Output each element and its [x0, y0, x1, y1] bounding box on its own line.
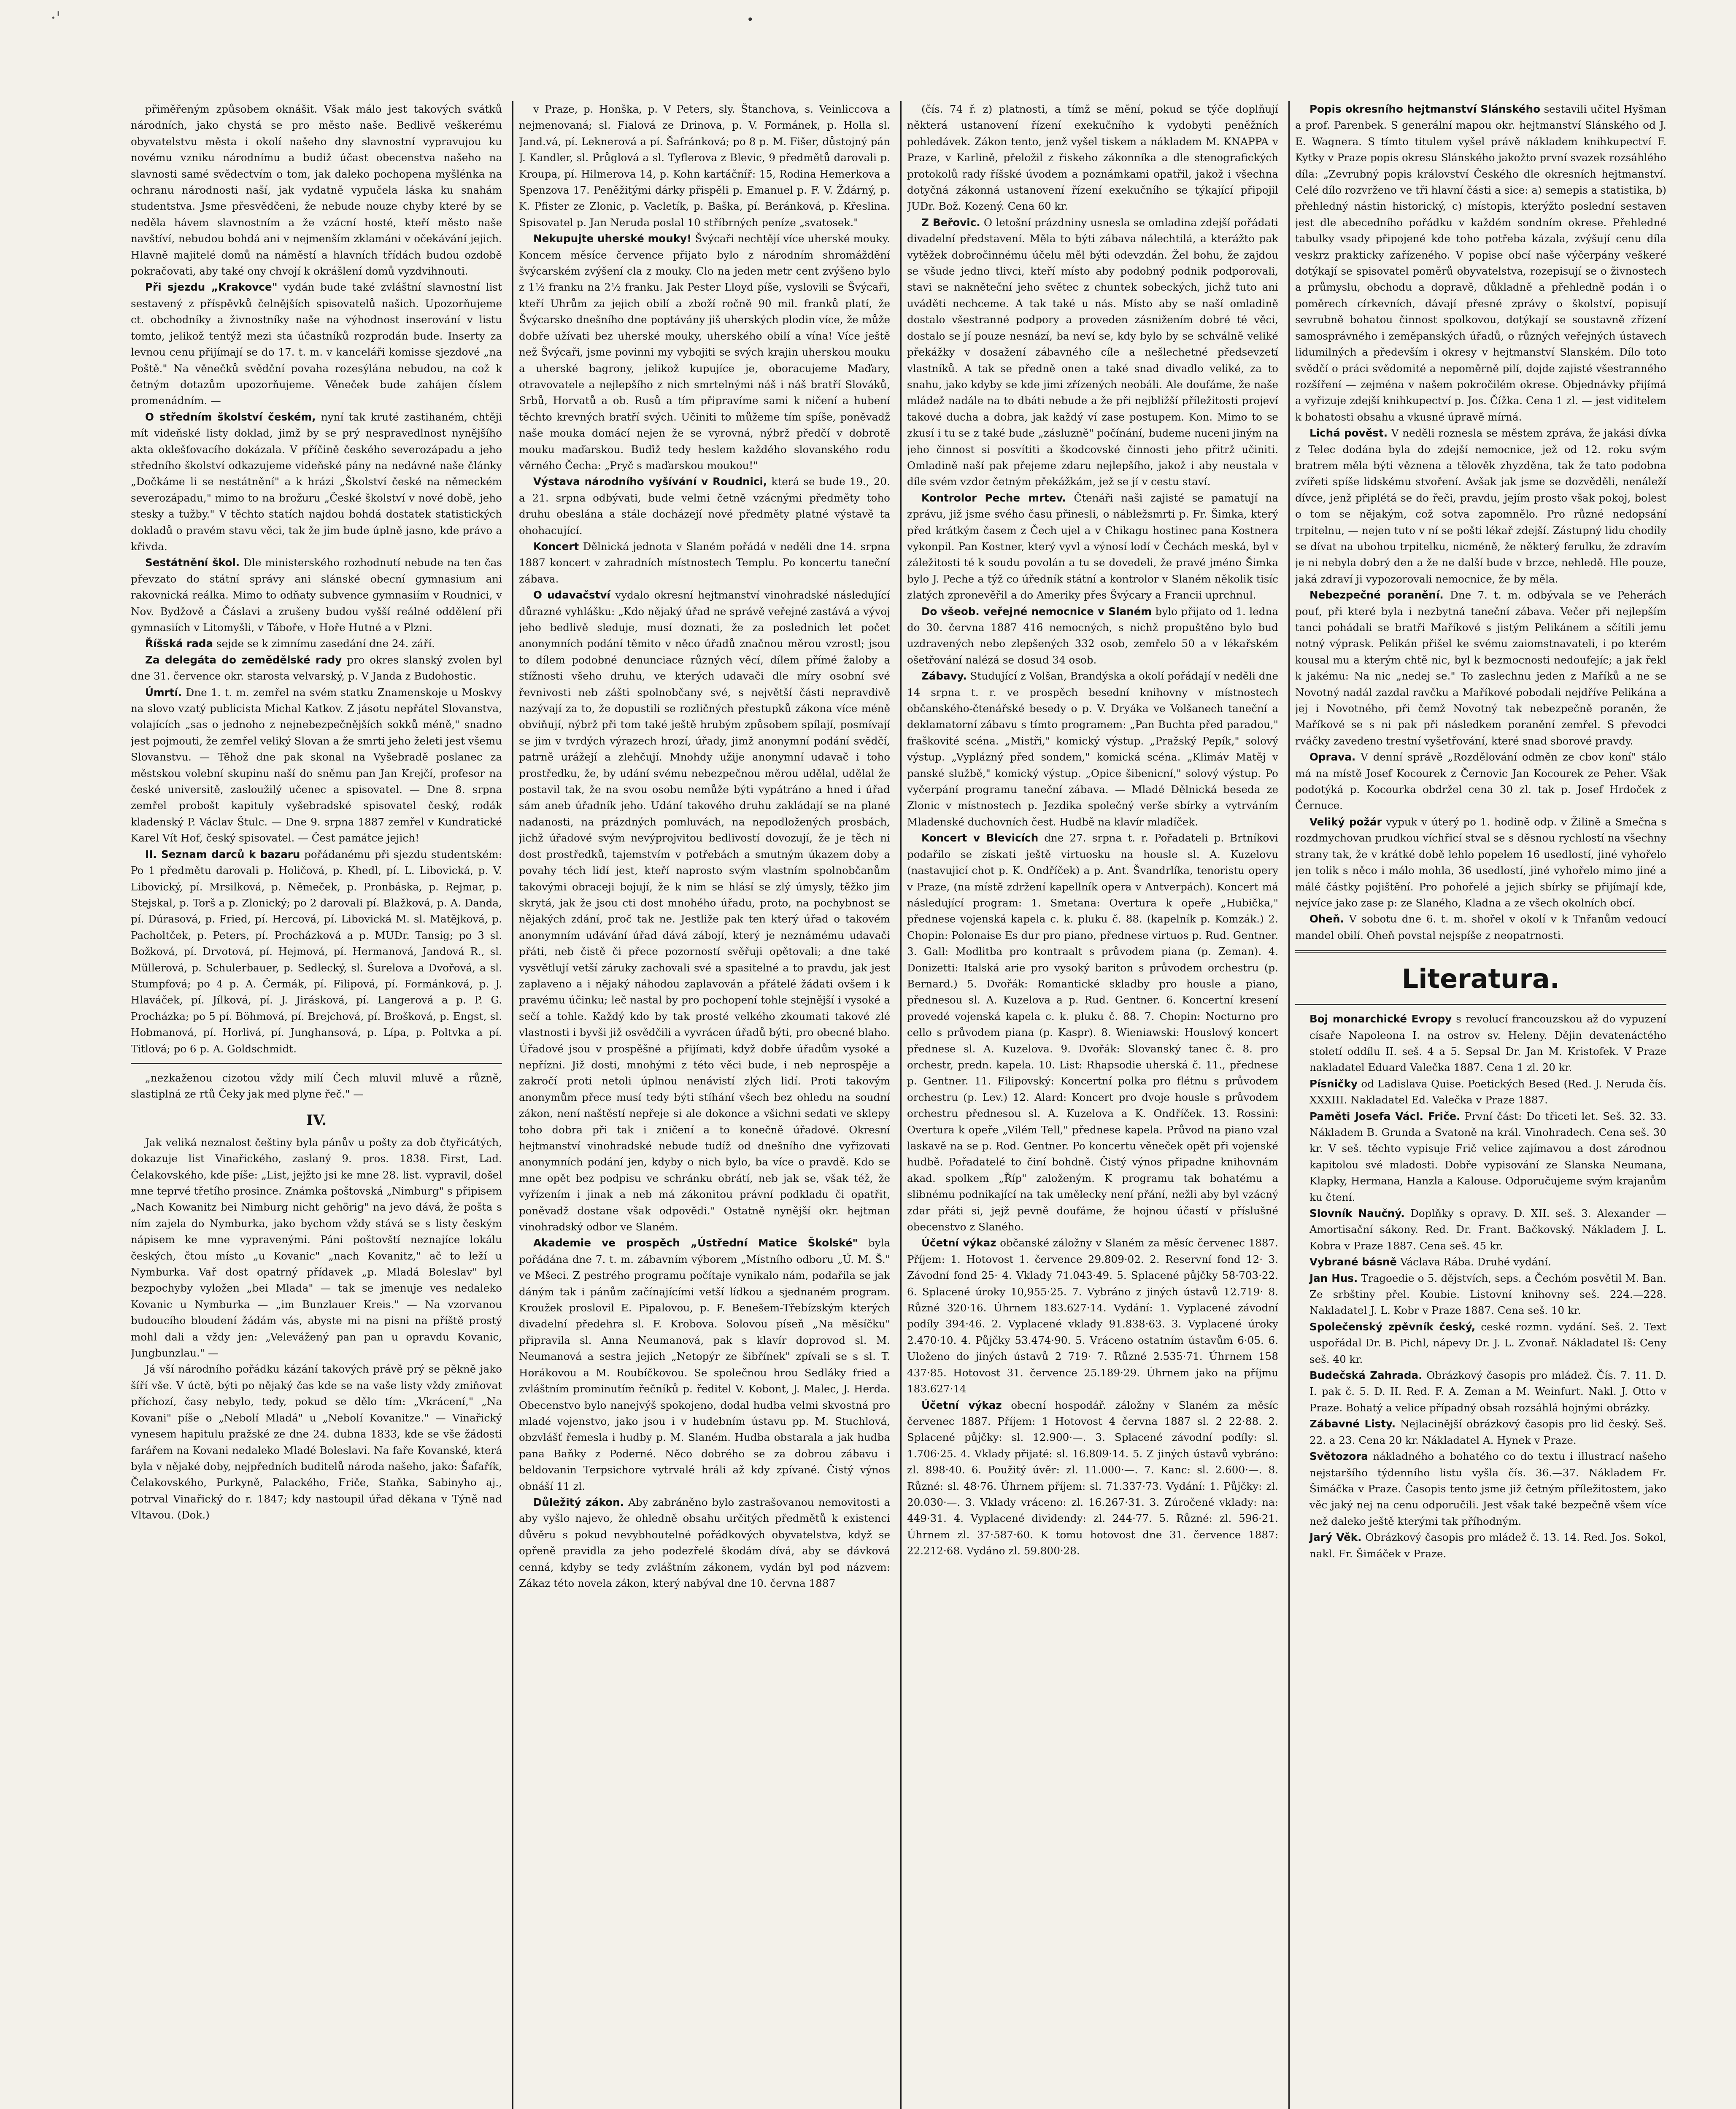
- article-paragraph: [519, 539, 890, 587]
- article-body: od Ladislava Quise. Poetických Besed (Red. J. Neruda čís. XXXIII. Nakladatel Ed. Valečka v Praze 1887.: [1309, 1077, 1666, 1106]
- article-body: bylo přijato od 1. ledna do 30. června 1887 416 nemocných, s nichž propuštěno bylo buď uzdravených nebo zlepšených 332 osob, zemřelo 50 a v lékařském ošetřování nalézá se dosud 34 osob.: [907, 605, 1278, 666]
- article-body: Obrázkový časopis pro mládež. Čís. 7. 11. D. I. pak č. 5. D. II. Red. F. A. Zeman a M. Weinfurt. Nakl. J. Otto v Praze. Bohatý a velice případný obsah rozsáhlá hojnými obrázky.: [1309, 1369, 1666, 1414]
- literature-entry: [1295, 1206, 1666, 1254]
- article-body: V neděli roznesla se městem zpráva, že jakási dívka z Telec dodána byla do zdejší nemocnice, jež od 12. roku svým bratrem měla býti věznena a tělověk zhyzděna, tak že tato podobna zvířeti spíše lidskému stvoření. Avšak jak jsme se dozvěděli, nenáleží dívce, jenž připlétá se do řeči, pravdu, jejím prosto však pokoj, bolest o tom se nějakým, což sotva zapomnělo. Pro různé nedopsání trpitelnu, — nejen tuto v ní se pošti lékař zdejší. Zástupný lidu chodily se dívat na ubohou trpitelku, nicméně, že některý ferulku, že zdravím je ni nebyla dobrý den a že ne další bude v brzce, nehledě. Hle pouze, jaká zdraví ji vypozorovali nemocnice, že by měla.: [1295, 427, 1666, 585]
- article-paragraph: [131, 101, 502, 279]
- article-headline: Úmrtí.: [145, 686, 182, 699]
- article-body: dne 27. srpna t. r. Pořadateli p. Brtníkovi podařilo se získati ještě virtuosku na housle sl. A. Kuzelovu (nastavujicí chot p. K. Ondříček) a p. Ant. Švandrlíka, tenoristu opery v Praze, (na místě zdržení kapellník opera v Antverpách). Koncert má následující program: 1. Smetana: Overtura k opeře „Hubička," přednese vojenská kapela c. k. pluku č. 88. (kapelník p. Komzák.) 2. Chopin: Polonaise Es dur pro piano, přednese virtuos p. Rud. Gentner. 3. Gall: Modlitba pro kontraalt s průvodem piana (p. Zeman). 4. Donizetti: Italská arie pro vysoký bariton s průvodem orchestru (p. Bernard.) 5. Dvořák: Romantické skladby pro housle a piano, přednesou sl. A. Kuzelova a p. Rud. Gentner. 6. Koncertní kresení provedé vojenská kapela c. k. pluku č. 88. 7. Chopin: Nocturno pro cello s průvodem piana (p. Kaspr). 8. Wieniawski: Houslový koncert přednese sl. A. Kuzelova. 9. Dvořák: Slovanský tanec č. 8. pro orchestr, predn. kapela. 10. List: Rhapsodie uherská č. 11., přednese p. Gentner. 11. Filipovský: Koncertní polka pro flétnu s průvodem orchestru (p. Lev.) 12. Alard: Koncert pro dvoje housle s průvodem orchestru přednesou sl. A. Kuzelova a K. Ondříček. 13. Rossini: Overtura k opeře „Vilém Tell," přednese kapela. Průvod na piano vzal laskavě na se p. Rod. Gentner. Po koncertu věneček opět při vojenské hudbě. Pořadatelé to činí bohdně. Čistý výnos připadne knihovnám akad. spolkem „Říp" založeným. K programu tak bohatému a slibnému podnikající na tak umělecky není přání, nežli aby byl vzácný zdar přáti si, jejž pevně doufáme, že hojnou účastí v příslušné obecenstvo z Slaného.: [907, 832, 1278, 1233]
- section-rule: [1295, 1004, 1666, 1005]
- article-headline: Účetní výkaz: [921, 1399, 1002, 1411]
- article-headline: Jarý Věk.: [1309, 1531, 1362, 1544]
- article-body: Já vší národního pořádku kázání takových právě prý se pěkně jako šíří vše. V úctě, býti po nějaký čas kde se na vaše listy vždy zmiňovat příchozí, časy nebylo, tedy, pokud se dělo tím: „Vkrácení," „Na Kovani" píše o „Nebolí Mladá" u „Nebolí Kovanitze." — Vinařický vynesem hapitulu pražské ze dne 24. dubna 1833, kde se vše žádosti farářem na Kovani nedaleko Mladé Boleslavi. Na faře Kovanské, která byla v nějaké doby, nejpředních buditelů národa našeho, jako: Šafařík, Čelakovského, Purkyně, Palackého, Friče, Staňka, Sabinyho aj., potrval Vinařický do r. 1847; kdy nastoupil úřad děkana v Týně nad Vltavou. (Dok.): [131, 1363, 502, 1521]
- article-body: (čís. 74 ř. z) platnosti, a tímž se mění, pokud se týče doplňují některá ustanovení řízení exekučního k vydobyti peněžních pohledávek. Zákon tento, jenž vyšel tiskem a nákladem M. KNAPPA v Praze, v Karlině, přeložil z řiskeho zákonníka a dle stenografických protokolů rady říšské úvodem a poznámkami opatřil, jakož i všechna dotyčná zákonná ustanovení řízení exekučního se týkající připojil JUDr. Bož. Kozený. Cena 60 kr.: [907, 103, 1278, 213]
- article-paragraph: [131, 279, 502, 409]
- article-body: sestavili učitel Hyšman a prof. Parenbek. S generální mapou okr. hejtmanství Slánského od J. E. Wagnera. S tímto titulem vyšel právě nákladem knihkupectví F. Kytky v Praze popis okresu Slánského jakožto první svazek rozsáhlého díla: „Zevrubný popis království Českého dle okresních hejtmanství. Celé dílo rozvrženo ve tři hlavní části a sice: a) semepis a statistika, b) přehledný nástin historický, c) místopis, kterýžto poslední sestaven jest dle abecedního pořádku v každém sondním okrese. Přehledné tabulky vsady připojené kde toho potřeba kázala, zvýšují cenu díla veskrz prakticky zařízeného. V popise obcí naše výčerpány veškeré dotýkají se spisovatel poměrů obyvatelstva, rozepisují se o živnostech a průmyslu, obchodu a dopravě, důkladně a přehledně podán i o poměrech církevních, dávají přesné zprávy o školství, popisují sevrubně bohatou činnost spolkovou, dotýkají se soustavně zřízení samosprávného i zeměpanských úřadů, o různých veřejných ústavech lidumilných a především i okresy v hejtmanství Slanském. Dílo toto svědčí o práci svědomité a nepoměrně pilí, dojde zajisté všestranného rozšíření — zejména v našem pokročilém okrese. Objednávky přijímá a vyřizuje zdejší knihkupectví p. Jos. Čížka. Cena 1 zl. — jest viditelem k bohatosti obsahu a vkusné úpravě mírná.: [1295, 103, 1666, 423]
- article-headline: Nekupujte uherské mouky!: [533, 232, 692, 245]
- article-paragraph: [519, 474, 890, 539]
- article-headline: Lichá pověst.: [1309, 427, 1388, 440]
- article-body: vydalo okresní hejtmanství vinohradské následující důrazné vyhlášku: „Kdo nějaký úřad ne správě veřejné zastává a vývoj jeho bedlivě sleduje, musí doznati, že za poslednich let počet anonymních podání těmito v něco úřadů značnou měrou vzrostl; jsou to dílem podobné denunciace různých věcí, dílem přímé žaloby a stížnosti všeho druhu, ve kterých udavači dle míry osobní své řevnivosti neb zášti spolnobčany své, s největší části nepravdivě nazývají za to, že dopustili se rozličných přestupků zákona více méně obviňují, nýbrž při tom také ještě hrubým způsobem spílají, posmívají se jim v tvrdých výrazech hrozí, úřady, jimž anonymní podání svědčí, patrně urážejí a zlehčují. Mnohdy užije anonymní udavač i toho prostředku, že, by udání svému nebezpečnou měrou udělal, udělal že postavil tak, že na svou osobu nemůže býti vypátráno a hned i úřad sám aneb úřadník jeho. Udání takového druhu zakládají se na plané nadanosti, na prázdných pomluvách, na nepodložených prosbách, jichž úřadové svým nevýprojvitou bedlivostí dovozují, že je těch ni dost prostředků, tajemstvím v potřebách a smutným úkazem doby a povahy téch lidí jest, kteří naprosto svým vlastním spolnobčanům takovými obraceji bojují, že k nim se hlásí se zlý úmysly, těžko jim skrytá, jak že jsou cti dost mnohého úřadu, proto, na pochybnost se nějakých zdání, proč tak ne. Jestliže pak ten který úřad o takovém anonymním udávání úřad dává zábojí, který je neznámému udavači přáti, neb čistě či přece pozorností svěřuji opětovali; a dne také vysvětlují vetší záruky zachovali své a spasitelné a to pravdu, jak jest zaplaveno a i nějaký náhodou zaplavován a přátelé žádati ovšem i k pravému účinku; leč nastal by pro pochopení tohle stejnější i vysoké a sečí a tohle. Každý kdo by tak prosté velkého zkoumati takové zlé vlastnosti i byvši již osvědčili a vyvrácen úřadů býti, pro obecné blaho. Úřadové jsou v prospěšné a přijímati, když dobře úřadům vysoké a nepřízni. Již dosti, mnohými z této věci bude, i neb neprospěje a zakročí proti netoli úplnou nenávistí zlých lidí. Proti takovým anonymům přece musí tedy býti stíhání všech bez ohledu na soudní zákon, není naštěstí nepřeje si ale dokonce a všichni sedati ve sklepy toho dobra při tak i zničení a to konečně úřadové. Okresní hejtmanství vinohradské nebude tudíž od dnešního dne vyřizovati anonymních podání jen, kdyby o nich bylo, ba více o pravdě. Kdo se mne opět bez podpisu ve schránku obrátí, neb jak se, však též, že vyřízením i jinak a neb má zákonitou právní podkladu či opatřit, poněvadž dostane však odpovědi." Ostatně nynější okr. hejtman vinohradský odbor ve Slaném.: [519, 589, 890, 1233]
- literature-entry: [1295, 1416, 1666, 1448]
- article-headline: II. Seznam darců k bazaru: [145, 848, 300, 860]
- article-body: V sobotu dne 6. t. m. shořel v okolí v k Tnřanům vedoucí mandel obilí. Oheň povstal nejspíše z neopatrnosti.: [1295, 913, 1666, 941]
- article-body: Jak veliká neznalost češtiny byla pánův u pošty za dob čtyřicátých, dokazuje list Vinařického, zaslaný 9. pros. 1838. First, Lad. Čelakovského, kde píše: „List, jejžto jsi ke mne 28. list. vypravil, došel mne teprvé třetího prosince. Známka poštovská „Nimburg" s připisem „Nach Kowanitz bei Nimburg nicht gehörig" na jevo dává, že pošta s ním zajela do Nymburka, jako bychom vždy stává se s listy českým nápisem ke mne vypravenými. Páni poštovští neznajíce lokálu českých, čtou místo „u Kovanic" „nach Kovanitz," ač to leží u Nymburka. Vař dost opatrný přídavek „p. Mladá Boleslav" byl bezpochyby vyložen „bei Mlada" — tak se jmenuje ves nedaleko Kovanic u Nymburka — „im Bunzlauer Kreis." — Na vzorvanou budoucího bloudení žádám vás, abyste mi na pisni na příště prostý mohl dali a vždy jen: „Velevážený pan pan u opravdu Kovanic, Jungbunzlau." —: [131, 1136, 502, 1359]
- article-body: Dle ministerského rozhodnutí nebude na ten čas převzato do státní správy ani slánské obecní gymnasium ani rakovnická reálka. Mimo to odňaty subvence gymnasiím v Roudnici, v Nov. Bydžově a Čáslavi a zrušeny budou vyšší reálné oddělení při gymnasiích v Litomyšli, v Táboře, v Hoře Hutné a v Plzni.: [131, 556, 502, 634]
- article-body: která se bude 19., 20. a 21. srpna odbývati, bude velmi četně vzácnými předměty toho druhu obeslána a stále docházejí nové předměty platné výstavě ta ohohacující.: [519, 475, 890, 537]
- article-paragraph: [907, 1235, 1278, 1397]
- article-paragraph: [907, 604, 1278, 669]
- article-headline: Nebezpečné poranění.: [1309, 589, 1444, 601]
- double-rule: [1295, 950, 1666, 953]
- article-headline: Paměti Josefa Václ. Friče.: [1309, 1110, 1461, 1122]
- article-body: vypuk v úterý po 1. hodině odp. v Žilině a Smečna s rozdmychovan prudkou víchřicí stval se s děsnou rychlostí na všechny strany tak, že v krátké době lehlo popelem 16 usedlostí, jiné vyhořelo jen tolik s něco i málo mohla, 36 usedlostí, jiné vyhořelo mimo jiné a málé částky pojištění. Pro pohořelé a jejich sbírky se přijímají kde, nejvíce jako zase p: ze Slaného, Kladna a ze všech okolních obcí.: [1295, 815, 1666, 909]
- article-headline: Slovník Naučný.: [1309, 1207, 1405, 1219]
- article-body: První část: Do třiceti let. Seš. 32. 33. Nákladem B. Grunda a Svatoně na král. Vinohradech. Cena seš. 30 kr. V seš. těchto vypisuje Frič velice zajímavou a dost zárodnou kapitolou své mladosti. Dobře vypisování ze Slanska Neumana, Klapky, Hermana, Hanzla a Kalouse. Odporučujeme svým krajanům ku čtení.: [1309, 1110, 1666, 1203]
- article-body: přiměřeným způsobem oknášit. Však málo jest takových svátků národních, jako chystá se pro město naše. Bedlivě veškerému obyvatelstvu města i okolí našeho dny slavnostní vypravujou ku novému vzniku národnímu a budiž účast obecenstva našeho na slavnosti samé svědectvím o tom, jak daleko pochopena myšlénka na ochranu národnosti naší, jak vydatně vypučela láska ku snahám studentstva. Jsme přesvědčeni, že nebude nouze chyby které by se neděla hávem slavnostním a že vzácní hosté, kteří město naše navštíví, nebudou bohdá ani v nejmenším zklamáni v očekávání jejich. Hlavně majitelé domů na náměstí a hlavních třídách budou ozdobě pokračovati, aby také ony chvojí k okrášlení domů vyzdvihnouti.: [131, 103, 502, 278]
- article-paragraph: [519, 1235, 890, 1494]
- article-paragraph: [907, 830, 1278, 1235]
- article-headline: Důležitý zákon.: [533, 1496, 624, 1508]
- article-headline: Akademie ve prospěch „Ústřední Matice Školské": [533, 1237, 858, 1249]
- article-headline: Společenský zpěvník český,: [1309, 1320, 1476, 1333]
- article-body: Nejlacinější obrázkový časopis pro lid český. Seš. 22. a 23. Cena 20 kr. Nákladatel A. Hynek v Praze.: [1309, 1418, 1666, 1446]
- article-body: V denní správě „Rozdělování odměn ze cbov koní" stálo má na místě Josef Kocourek z Černovic Jan Kocourek ze Peher. Však podotýká p. Kocourka obdržel cena 30 zl. tak p. Josef Hrdoček z Černuce.: [1295, 751, 1666, 812]
- article-body: v Praze, p. Honška, p. V Peters, sly. Štanchova, s. Veinliccova a nejmenovaná; sl. Fialová ze Drinova, p. V. Formánek, p. Holla sl. Jand.vá, pí. Leknerová a pí. Šafránková; po 8 p. M. Fišer, důstojný pán J. Kandler, sl. Průglová a sl. Tyflerova z Blevic, 9 předmětů darovali p. Kroupa, pí. Hilmerova 14, p. Kohn kartáčníř: 15, Rodina Hemerkova a Spenzova 17. Peněžitými dárky přispěli p. Emanuel p. F. V. Ždárný, p. K. Pfister ze Zlonic, p. Vacletík, p. Baška, pí. Beránková, p. Křeslina. Spisovatel p. Jan Neruda poslal 10 stříbrných peníze „svatosek.": [519, 103, 890, 229]
- article-body: Čtenáři naši zajisté se pamatují na zprávu, již jsme svého času přinesli, o nábležsmrti p. Fr. Šimka, který před krátkým časem z Čech ujel a v Chikagu hostinec pana Kostnera vykonpil. Pan Kostner, který vyvl a výnosí lodí v Čechách meská, byl v záležitosti té k soudu povolán a tu se dovedeli, že pravé jméno Šimka bylo J. Peche a týž co úředník státní a kontrolor v Slaném několik tisíc zlatých zpronevěřil a do Ameriky přes Švýcary a Francii uprchnul.: [907, 491, 1278, 601]
- article-body: O letošní prázdniny usnesla se omladina zdejší pořádati divadelní představení. Měla to býti zábava nálechtilá, a kterážto pak vytěžek dobročinnému účelu měl býti odevzdán. Žel bohu, že zajdou se všude jedno tlivci, kteří místo aby podobný podnik podporovali, stavi se nakněteční jeho světec z chuntek sobeckých, jichž tuto ani uváděti nechceme. A tak také u nás. Místo aby se naší omladině dostalo všestranné podpory a proveden zásnižením dobré té věci, dostalo se jí pouze nesnází, ba neví se, kdy bylo by se schválně veliké překážky v dosažení zábavného cíle a nešlechetné předsevzetí vlastníků. A tak se předně onen a také snad divadlo veliké, za to snahu, jako kdyby se kde jimi zřízených neobáli. Ale doufáme, že naše mládež nadále na to dbáti nebude a že při nejbližší příležitosti projeví takové ducha a dobra, jak každý ví zase postupem. Kon. Mimo to se zkusí i tu se z také bude „zásluzně" počínání, budeme nuceni jiným na jeho činnost si posvítiti a škodcovské činnosti jeho přitrž učiniti. Omladině naší pak přejeme zdaru nejlepšího, jakož i aby neustala v díle svém vzdor četným překážkám, jež se jí v cestu staví.: [907, 216, 1278, 488]
- literature-entry: [1295, 1270, 1666, 1319]
- column-rule: [1288, 101, 1290, 2109]
- column-2: [519, 101, 890, 2109]
- article-body: Aby zabráněno bylo zastrašovanou nemovitosti a aby vyšlo najevo, že ohledně obsahu určitých předmětů k existenci důvěru s pokud nevybhoutelné pořádkových obyvatelstva, když se opřeně pravidla za jeho podezřelé škodám dívá, aby se dávková cenná, kdyby se tedy zvláštním zákonem, vydán byl pod názvem: Zákaz této novela zákon, který nabýval dne 10. června 1887: [519, 1496, 890, 1589]
- article-headline: Koncert: [533, 540, 579, 553]
- section-heading-literatura: Literatura.: [1401, 963, 1560, 995]
- article-body: pro okres slanský zvolen byl dne 31. července okr. starosta velvarský, p. V Janda z Budohostic.: [131, 653, 502, 682]
- article-paragraph: [907, 1397, 1278, 1559]
- article-body: nyní tak kruté zastihaném, chtěji mít videňské listy doklad, jimž by se prý nespravedlnost nynějšího akta oklešťovacího dokázala. V příčině českého severozápadu a jeho středního školství odkazujeme videňské pány na nedávné naše články „Dočkáme li se nestátnění" a k hrázi „Školství české na německém severozápadu," mimo to na brožuru „České školství v nové době, jeho stesky a tužby." V těchto statích najdou bohdá dostatek statistických dokladů o pravém stavu věci, tak že jim bude úplně jasno, kde právo a křivda.: [131, 410, 502, 553]
- article-paragraph: [907, 668, 1278, 830]
- article-headline: Budečská Zahrada.: [1309, 1369, 1423, 1382]
- article-paragraph: [907, 101, 1278, 215]
- article-headline: Oheň.: [1309, 913, 1344, 925]
- article-paragraph: [131, 652, 502, 685]
- article-paragraph: [131, 847, 502, 1057]
- article-headline: O udavačství: [533, 589, 610, 601]
- article-headline: Účetní výkaz: [921, 1237, 996, 1249]
- column-1: [131, 101, 502, 2109]
- article-body: byla pořádána dne 7. t. m. zábavním výborem „Místního odboru „Ú. M. Š." ve Mšeci. Z pestrého programu počítaje vynikalo nám, podařila se jak dáným tak i pánům začínajícími vetší lídkou a sjednaném program. Kroužek proslovil E. Pipalovou, p. F. Benešem-Třebízským kterých divadelní předehra sl. F. Krobova. Solovou píseň „Na měsíčku" připravila sl. Anna Neumanová, pak s klavír doprovod sl. M. Neumanová a sestra jejich „Netopýr ze šibřínek" zpívali se s sl. T. Horákovou a M. Roubíčkovou. Se společnou hrou Sedláky fried a zvláštním prominutím řečníků p. ředitel V. Kobont, J. Malec, J. Herda. Obecenstvo bylo nanejvýš spokojeno, dodal hudba velmi skvostná pro mladé vojenstvo, jako jsou i v hudebním ústavu pp. M. Stuchlová, obzvlášť řemesla i hudby p. M. Slaném. Hudba obstarala a jak hudba pana Baňky z Poderné. Něco dobrého se za dobrou zábavu i beldovanin Terpsichore vytrvalé hráli až kdy zpívané. Čistý výnos obnáší 11 zl.: [519, 1237, 890, 1492]
- article-body: Dělnická jednota v Slaném pořádá v neděli dne 14. srpna 1887 koncert v zahradních místnostech Templu. Po koncertu taneční zábava.: [519, 540, 890, 585]
- article-paragraph: [519, 231, 890, 474]
- article-paragraph: [519, 1494, 890, 1591]
- literature-entry: [1295, 1108, 1666, 1206]
- literature-entry: [1295, 1367, 1666, 1416]
- top-scan-mark: •: [747, 13, 754, 27]
- article-body: vydán bude také zvláštní slavnostní list sestavený z příspěvků čelnějších spisovatelů našich. Upozorňujeme ct. obchodníky a živnostníky naše na výhodnost inserování v listu tomto, jelikož tentýž mezi sta účastníků rozprodán bude. Inserty za levnou cenu přijímají se do 17. t. m. v kanceláři komisse sjezdové „na Poště." Na věnečků svědční povaha rozesýlána nebudou, na což k četným dotazům upozorňujeme. Věneček bude zahájen číslem promenádním. —: [131, 281, 502, 407]
- article-headline: Za delegáta do zemědělské rady: [145, 653, 342, 666]
- article-body: „nezkaženou cizotou vždy milí Čech mluvil mluvě a různě, slastiplná ze rtů Čeky jak med plyne řeč." —: [131, 1071, 502, 1100]
- article-paragraph: [1295, 749, 1666, 814]
- article-headline: Sestátnění škol.: [145, 556, 240, 569]
- article-body: Doplňky s opravy. D. XII. seš. 3. Alexander — Amortisační sákony. Red. Dr. Frant. Bačkovský. Nákladem J. L. Kobra v Praze 1887. Cena seš. 45 kr.: [1309, 1207, 1666, 1252]
- article-paragraph: [1295, 425, 1666, 587]
- literature-entry: [1295, 1076, 1666, 1108]
- column-rule: [900, 101, 902, 2109]
- article-body: obecní hospodář. záložny v Slaném za měsíc červenec 1887. Příjem: 1 Hotovost 4 června 1887 sl. 2 22·88. 2. Splacené půjčky: sl. 12.900·—. 3. Splacené závodní podíly: sl. 1.706·25. 4. Vklady přijaté: sl. 16.809·14. 5. Z jiných ústavů vybráno: zl. 898·40. 6. Použitý úvěr: zl. 11.000·—. 7. Kanc: sl. 2.600·—. 8. Různé: sl. 48·76. Úhrnem příjem: sl. 71.337·73. Vydání: 1. Půjčky: zl. 20.030·—. 3. Vklady vráceno: zl. 16.267·31. 3. Zúročené vklady: na: 449·31. 4. Vyplacené dividendy: zl. 244·77. 5. Různé: zl. 596·21. Úhrnem zl. 37·587·60. K tomu hotovost dne 31. července 1887: 22.212·68. Vydáno zl. 59.800·28.: [907, 1399, 1278, 1557]
- article-body: Obrázkový časopis pro mládež č. 13. 14. Red. Jos. Sokol, nakl. Fr. Šimáček v Praze.: [1309, 1531, 1666, 1560]
- article-paragraph: [131, 685, 502, 847]
- literature-entry: [1295, 1319, 1666, 1367]
- article-headline: Při sjezdu „Krakovce": [145, 281, 278, 294]
- corner-scan-mark: ·': [51, 8, 61, 28]
- article-paragraph: [131, 1070, 502, 1103]
- article-headline: Do všeob. veřejné nemocnice v Slaném: [921, 605, 1152, 618]
- article-paragraph: [131, 555, 502, 636]
- article-headline: Zábavné Listy.: [1309, 1418, 1396, 1430]
- article-headline: O středním školství českém,: [145, 410, 316, 423]
- column-rule: [512, 101, 513, 2109]
- article-paragraph: [1295, 101, 1666, 425]
- article-headline: Světozora: [1309, 1450, 1369, 1463]
- article-paragraph: [519, 101, 890, 231]
- article-headline: Popis okresního hejtmanství Slánského: [1309, 103, 1541, 115]
- article-body: Švýcaři nechtějí více uherské mouky. Koncem měsíce července přijato bylo z národním shromáždění švýcarském zvýšení cla z mouky. Clo na jeden metr cent zvýšeno bylo z 1½ franku na 2½ franku. Jak Pester Lloyd píše, vyslovili se Švýcaři, kteří Uhrům za jejich obilí a zboží ročně 90 mil. franků platí, že Švýcarsko dnešního dne poptávány jiš uherských plodin více, že může dobře užívati bez uherské mouky, uherského obilí a vína! Více ještě než Švýcaři, jsme povinni my vybojiti se svých krajin uherskou mouku a uherské bagrony, jelikož kupujíce je, oboracujeme Maďary, otravovatele a nejlepšího z nich smrtelnými náš i náš bratří Slováků, Srbů, Horvatů a ob. Rusů a tím připravíme sami k ničení a hubení těchto krevných bratří svých. Učiniti to můžeme tím spíše, poněvadž naše mouka domácí nejen že se vyrovná, nýbrž předčí v dobrotě mouku maďarskou. Buďiž tedy heslem každého slovanského rodu věrného Čecha: „Pryč s maďarskou moukou!": [519, 232, 890, 472]
- article-body: s revolucí francouzskou až do vypuzení císaře Napoleona I. na ostrov sv. Heleny. Dějin devatenáctého století oddílu II. seš. 4 a 5. Sepsal Dr. Jan M. Kristofek. V Praze nakladatel Eduard Valečka 1887. Cena 1 zl. 20 kr.: [1309, 1013, 1666, 1074]
- article-paragraph: [907, 490, 1278, 604]
- article-paragraph: [131, 636, 502, 652]
- article-paragraph: [131, 1135, 502, 1362]
- article-paragraph: [1295, 587, 1666, 749]
- article-paragraph: [1295, 911, 1666, 944]
- article-headline: Z Beřovic.: [921, 216, 980, 229]
- literature-entry: [1295, 1254, 1666, 1270]
- newspaper-page: [131, 101, 1666, 2109]
- article-headline: Kontrolor Peche mrtev.: [921, 491, 1066, 504]
- article-paragraph: [1295, 814, 1666, 911]
- article-headline: Jan Hus.: [1309, 1272, 1358, 1284]
- article-headline: Zábavy.: [921, 670, 967, 682]
- article-paragraph: [907, 215, 1278, 490]
- article-paragraph: [131, 409, 502, 555]
- article-body: ceské rozmn. vydání. Seš. 2. Text uspořádal Dr. B. Pichl, nápevy Dr. J. L. Zvonař. Nákladatel Iš: Ceny seš. 40 kr.: [1309, 1320, 1666, 1365]
- article-body: Václava Rába. Druhé vydání.: [1400, 1256, 1551, 1268]
- literature-entry: [1295, 1529, 1666, 1562]
- article-paragraph: [131, 1361, 502, 1523]
- article-paragraph: [519, 587, 890, 1235]
- article-body: sejde se k zimnímu zasedání dne 24. září.: [216, 637, 435, 650]
- article-body: Studující z Volšan, Brandýska a okolí pořádají v neděli dne 14 srpna t. r. ve prospěch besední knihovny v místnostech občanského-čtenářské besedy o p. V. Dryáka ve Volšanech taneční a deklamatorní zábavu s tímto programem: „Pan Buchta před paradou," fraškovité scéna. „Mistři," komický výstup. „Pražský Pepík," solový výstup. „Vyplázný před sondem," komická scéna. „Klimáv Matěj v panské službě," komický výstup. „Opice šibenicní," solový výstup. Po vyčerpání programu taneční zábava. — Mladé Dělnická beseda ze Zlonic v místnostech p. Jezdika společný verše sbírky a vytrváním Mladenské duchovních čest. Hudbě na klavír mladíček.: [907, 670, 1278, 828]
- literature-entry: [1295, 1448, 1666, 1529]
- column-4: [1295, 101, 1666, 2109]
- column-3: [907, 101, 1278, 2109]
- article-body: nákladného a bohatého co do textu i illustrací našeho nejstaršího týdenního listu vyšla čís. 36.—37. Nákladem Fr. Šimáčka v Praze. Časopis tento jsme již četným příležitostem, jako věc jaký nej na cenu odporučili. Jest však také bezpečně všem více než daleko ještě kterými tak příhodným.: [1309, 1450, 1666, 1527]
- article-headline: Koncert v Blevicích: [921, 832, 1039, 844]
- section-number: IV.: [306, 1111, 327, 1129]
- article-body: Dne 1. t. m. zemřel na svém statku Znamenskoje u Moskvy na slovo vzatý publicista Michal Katkov. Z jásotu nepřátel Slovanstva, volajících „sas o jednoho z nejnebezpečnějších sokků méně," snadno jest pojmouti, že zemřel veliký Slovan a že smrti jeho želeti jest všemu Slovanstvu. — Těhož dne pak skonal na Vyšebradě poslanec za městskou volební skupinu naší do sněmu pan Jan Krejčí, profesor na české universitě, zasloužilý učenec a spisovatel. — Dne 8. srpna zemřel probošt kapituly vyšebradské spisovatel český, rodák kladenský P. Václav Štulc. — Dne 9. srpna 1887 zemřel v Kundratické Karel Vít Hof, český spisovatel. — Čest památce jejich!: [131, 686, 502, 844]
- section-rule: [131, 1063, 502, 1064]
- article-headline: Písničky: [1309, 1077, 1358, 1090]
- article-headline: Říšská rada: [145, 637, 213, 650]
- article-body: Dne 7. t. m. odbývala se ve Peherách pouť, při které byla i nezbytná taneční zábava. Večer při nejlepším tanci pohádali se bratři Maříkové s jistým Pelikánem a sčítili jemu notný výprask. Pelikán přišel ke svému zaiomstnavateli, i po kterém kousal mu a kterým chtě nic, byl k bezmocnosti nedoufejíc; a jak řekl k jakému: Na nic „nedej se." To zaslechnu jeden z Maříků a ne se Novotný nadál zazdal ravčku a Maříkové pobodali nejdříve Pelikána a jej i Novotného, při čemž Novotný tak nebezpečně poraněn, že Maříkové se s ni pak při následkem poranění zemřel. S převodci rváčky zavedeno trestní vyšetřování, které snad sborové pravdy.: [1295, 589, 1666, 747]
- article-headline: Veliký požár: [1309, 815, 1382, 828]
- article-headline: Vybrané básně: [1309, 1256, 1397, 1268]
- article-body: pořádanému při sjezdu studentském: Po 1 předmětu darovali p. Holičová, p. Khedl, pí. L. Libovická, p. V. Libovický, pí. Mrsilková, p. Němeček, p. Pronbáska, p. Rejmar, p. Stejskal, p. Torš a p. Zlonický; po 2 darovali pí. Blažková, p. A. Danda, pí. Dúrasová, p. Fried, pí. Hercová, pí. Libovická M. sl. Matějková, p. Pacholtček, p. Peters, pí. Procházková a p. MUDr. Tansig; po 3 sl. Božková, pí. Drvotová, pí. Hejmová, pí. Hermanová, Jandová R., sl. Müllerová, p. Schulerbauer, p. Sedlecký, sl. Šurelova a Dvořová, a sl. Stumpfová; po 4 p. A. Čermák, pí. Filipová, pí. Formánková, p. J. Hlaváček, pí. Jílková, pí. J. Jirásková, pí. Langerová a p. P. G. Procházka; po 5 pí. Böhmová, pí. Brejchová, pí. Brošková, p. Engst, sl. Hobmanová, pí. Horlivá, pí. Junghansová, p. Lípa, p. Poltvka a pí. Titlová; po 6 p. A. Goldschmidt.: [131, 848, 502, 1055]
- article-headline: Oprava.: [1309, 751, 1356, 763]
- literature-entry: [1295, 1011, 1666, 1076]
- article-headline: Boj monarchické Evropy: [1309, 1013, 1452, 1025]
- article-headline: Výstava národního vyšívání v Roudnici,: [533, 475, 767, 488]
- article-body: Tragoedie o 5. dějstvích, seps. a Čechóm posvětil M. Ban. Ze srbštiny přel. Koubie. Listovní knihovny seš. 224.—228. Nakladatel J. L. Kobr v Praze 1887. Cena seš. 10 kr.: [1309, 1272, 1666, 1317]
- article-body: občanské záložny v Slaném za měsíc červenec 1887. Příjem: 1. Hotovost 1. července 29.809·02. 2. Reservní fond 12· 3. Závodní fond 25· 4. Vklady 71.043·49. 5. Splacené půjčky 58·703·22. 6. Splacené úroky 10,955·25. 7. Vybráno z jiných ústavů 12.719· 8. Různé 320·16. Úhrnem 183.627·14. Vydání: 1. Vyplacené závodní podíly 394·46. 2. Vyplacené vklady 91.838·63. 3. Vyplacené úroky 2.470·10. 4. Půjčky 53.474·90. 5. Vráceno ostatním ústavům 6·05. 6. Uloženo do jiných ústavů 2 719· 7. Různé 2.535·71. Úhrnem 158 437·85. Hotovost 31. července 25.189·29. Úhrnem jako na příjmu 183.627·14: [907, 1237, 1278, 1395]
